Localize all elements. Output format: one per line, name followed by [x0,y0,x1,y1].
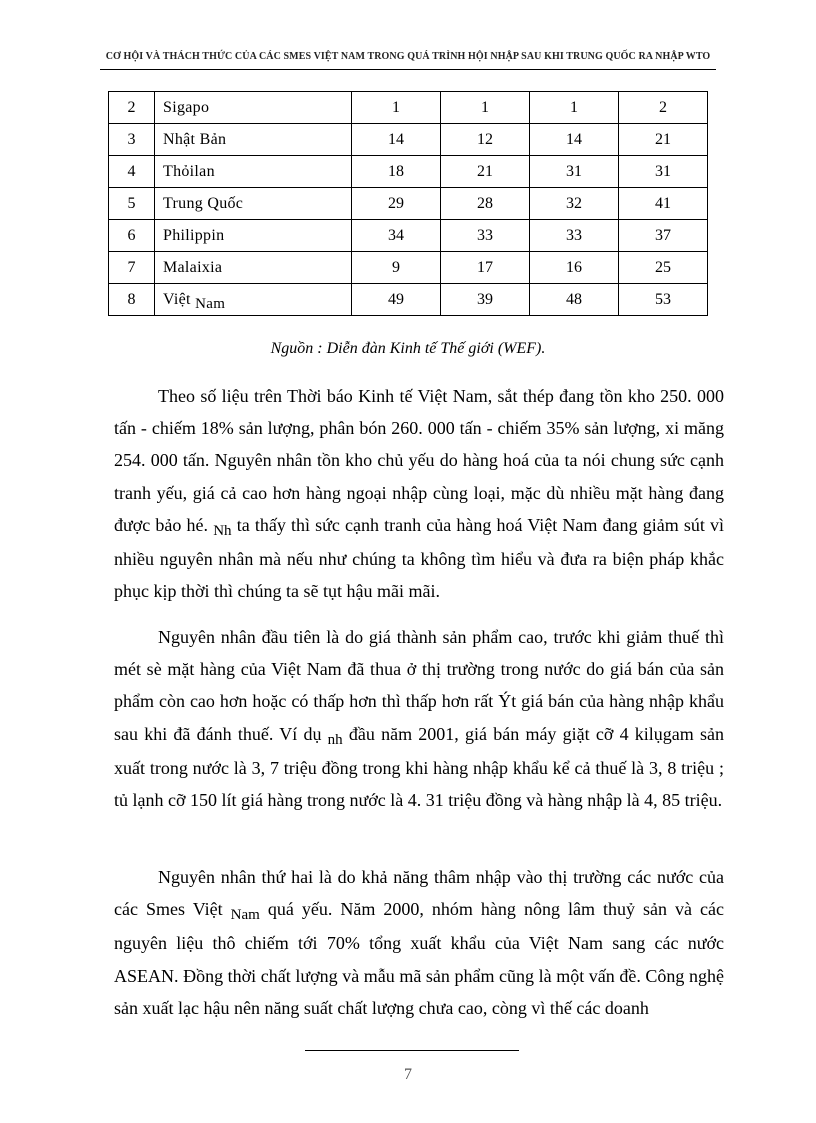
rank-value: 31 [530,156,619,188]
paragraph-text: ta thấy thì sức cạnh tranh của hàng hoá Việt Nam đang giảm sút vì nhiều nguyên nhân mà nếu như chúng ta không tìm hiểu và đưa ra biện pháp khắc phục kịp thời thì chúng ta sẽ tụt hậu mãi mãi. [114,514,725,602]
country-name: Sigapo [155,92,352,124]
country-name: Nhật Bản [155,124,352,156]
rank-value: 34 [352,220,441,252]
header-rule [100,69,716,70]
rank-value: 49 [352,284,441,316]
paragraph-subscript: nh [327,731,343,748]
rank-value: 12 [441,124,530,156]
paragraph-2 [114,621,724,816]
rank-value: 29 [352,188,441,220]
paragraph-text: đầu năm 2001, giá bán máy giặt cỡ 4 kilụgam sản xuất trong nước là 3, 7 triệu đồng trong khi hàng nhập khẩu kể cả thuế là 3, 8 triệu ; tủ lạnh cỡ 150 lít giá hàng trong nước là 4. 31 triệu đồng và hàng nhập là 4, 85 triệu. [114,723,725,811]
table-row [109,284,708,316]
rank-value: 16 [530,252,619,284]
rank-value: 33 [441,220,530,252]
rank-value: 1 [530,92,619,124]
rank-value: 32 [530,188,619,220]
running-header: CƠ HỘI VÀ THÁCH THỨC CỦA CÁC SMES VIỆT NAM TRONG QUÁ TRÌNH HỘI NHẬP SAU KHI TRUNG QUỐC RA NHẬP WTO [105,51,711,62]
rank-value: 1 [441,92,530,124]
table-row [109,92,708,124]
row-number: 4 [109,156,155,188]
row-number: 6 [109,220,155,252]
country-name: Philippin [155,220,352,252]
table-row [109,156,708,188]
paragraph-text: Nguyên nhân đầu tiên là do giá thành sản phẩm cao, trước khi giảm thuế thì mét sè mặt hàng của Việt Nam đã thua ở thị trường trong nước do giá bán của sản phẩm còn cao hơn hoặc có thấp hơn thì thấp hơn rất Ýt giá bán của hàng nhập khẩu sau khi đã đánh thuế. Ví dụ [114,627,724,744]
row-number: 5 [109,188,155,220]
table-row [109,220,708,252]
country-name [155,284,352,316]
table-source-caption: Nguồn : Diễn đàn Kinh tế Thế giới (WEF). [270,340,546,357]
row-number: 7 [109,252,155,284]
rank-value: 25 [619,252,708,284]
paragraph-subscript: Nh [213,522,232,539]
paragraph-subscript: Nam [230,907,260,924]
paragraph-3 [114,861,724,1024]
footer-rule [305,1050,519,1051]
rank-value: 39 [441,284,530,316]
rank-value: 9 [352,252,441,284]
country-name: Trung Quốc [155,188,352,220]
row-number: 3 [109,124,155,156]
table-row [109,252,708,284]
rank-value: 31 [619,156,708,188]
paragraph-1 [114,380,724,607]
rank-value: 14 [352,124,441,156]
rank-value: 18 [352,156,441,188]
row-number: 2 [109,92,155,124]
rank-value: 14 [530,124,619,156]
rank-value: 21 [441,156,530,188]
rank-value: 33 [530,220,619,252]
country-name-part: Việt [163,290,191,308]
rank-value: 48 [530,284,619,316]
rank-value: 17 [441,252,530,284]
rank-value: 41 [619,188,708,220]
country-name: Malaixia [155,252,352,284]
rank-value: 53 [619,284,708,316]
rank-value: 28 [441,188,530,220]
rank-value: 21 [619,124,708,156]
rank-value: 2 [619,92,708,124]
ranking-table [108,91,708,316]
country-name-subscript: Nam [195,295,226,312]
rank-value: 1 [352,92,441,124]
table-row [109,124,708,156]
table-row [109,188,708,220]
row-number: 8 [109,284,155,316]
page-number: 7 [404,1066,412,1083]
paragraph-text: Theo số liệu trên Thời báo Kinh tế Việt Nam, sắt thép đang tồn kho 250. 000 tấn - chiếm 18% sản lượng, phân bón 260. 000 tấn - chiếm 35% sản lượng, xi măng 254. 000 tấn. Nguyên nhân tồn kho chủ yếu do hàng hoá của ta nói chung sức cạnh tranh yếu, giá cả cao hơn hàng ngoại nhập cùng loại, mặc dù nhiều mặt hàng đang được bảo hé. [114,386,724,535]
paragraph-text: quá yếu. Năm 2000, nhóm hàng nông lâm thuỷ sản và các nguyên liệu thô chiếm tới 70% tổng xuất khẩu của Việt Nam sang các nước ASEAN. Đồng thời chất lượng và mẫu mã sản phẩm cũng là một vấn đề. Công nghệ sản xuất lạc hậu nên năng suất chất lượng chưa cao, còng vì thế các doanh [114,899,725,1018]
country-name: Thỏilan [155,156,352,188]
paragraph-text: Nguyên nhân thứ hai là do khả năng thâm nhập vào thị trường các nước của các Smes Việt [114,867,724,920]
rank-value: 37 [619,220,708,252]
